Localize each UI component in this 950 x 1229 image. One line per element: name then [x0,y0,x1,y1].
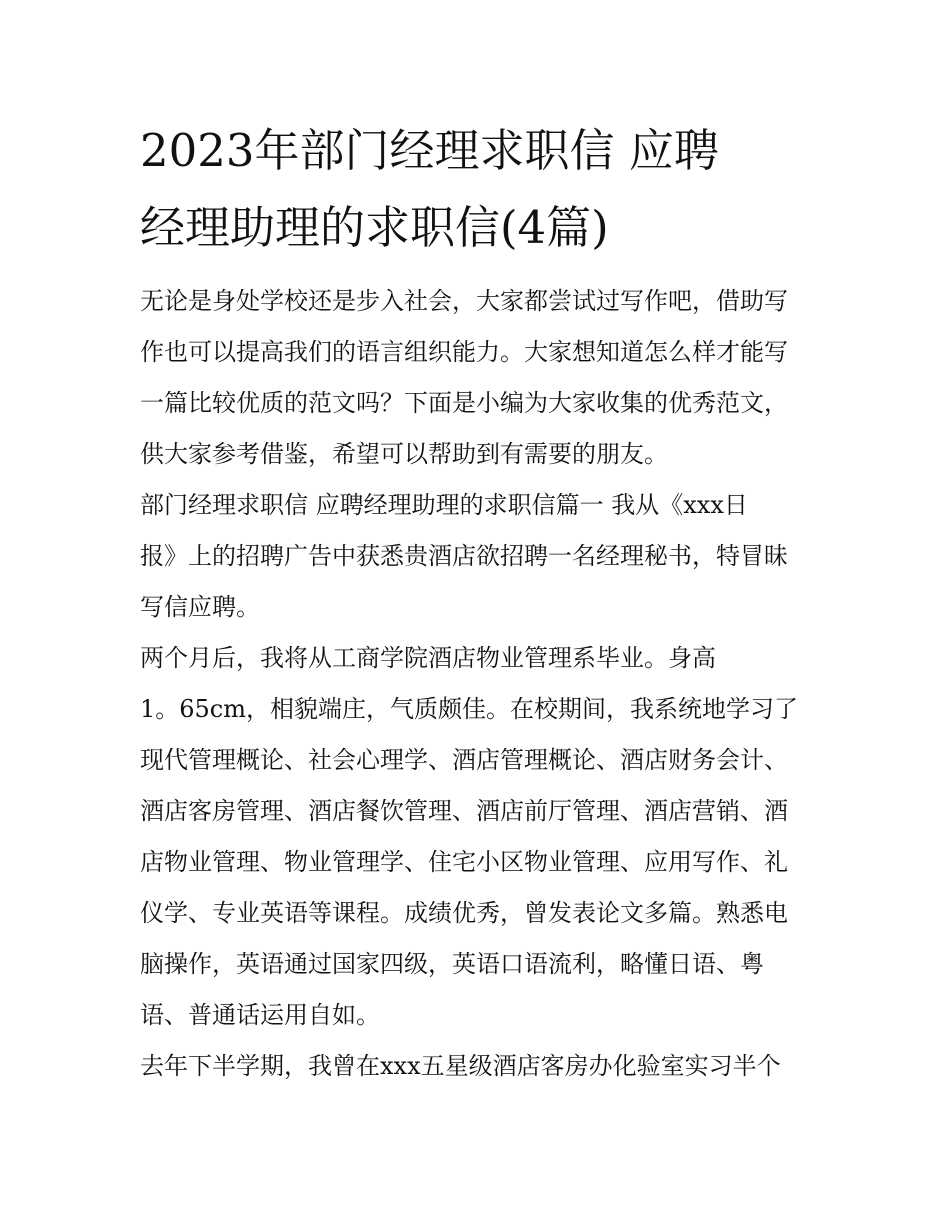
page-title [140,112,820,266]
text-line: 一篇比较优质的范文吗？下面是小编为大家收集的优秀范文， [140,389,788,417]
internship-paragraph [140,1041,820,1092]
text-line: 脑操作，英语通过国家四级，英语口语流利，略懂日语、粤 [140,950,764,978]
text-line: 现代管理概论、社会心理学、酒店管理概论、酒店财务会计、 [140,746,788,774]
text-line: 去年下半学期，我曾在xxx五星级酒店客房办化验室实习半个 [140,1052,781,1080]
text-line: 报》上的招聘广告中获悉贵酒店欲招聘一名经理秘书，特冒昧 [140,542,788,570]
text-line: 作也可以提高我们的语言组织能力。大家想知道怎么样才能写 [140,338,788,366]
background-paragraph [140,633,820,1041]
letter-opening-paragraph [140,480,820,633]
title-line: 经理助理的求职信(4篇) [140,201,609,254]
text-line: 写信应聘。 [140,593,260,621]
text-line: 两个月后，我将从工商学院酒店物业管理系毕业。身高 [140,644,716,672]
intro-paragraph [140,276,820,480]
text-line: 店物业管理、物业管理学、住宅小区物业管理、应用写作、礼 [140,848,788,876]
text-line: 供大家参考借鉴，希望可以帮助到有需要的朋友。 [140,440,668,468]
text-line: 无论是身处学校还是步入社会，大家都尝试过写作吧，借助写 [140,287,788,315]
text-line: 1。65cm，相貌端庄，气质颇佳。在校期间，我系统地学习了 [140,695,799,723]
document-body [140,276,820,1092]
text-line: 部门经理求职信 应聘经理助理的求职信篇一 我从《xxx日 [140,491,748,519]
title-line: 2023年部门经理求职信 应聘 [140,124,719,177]
text-line: 酒店客房管理、酒店餐饮管理、酒店前厅管理、酒店营销、酒 [140,797,788,825]
text-line: 语、普通话运用自如。 [140,1001,380,1029]
text-line: 仪学、专业英语等课程。成绩优秀，曾发表论文多篇。熟悉电 [140,899,788,927]
